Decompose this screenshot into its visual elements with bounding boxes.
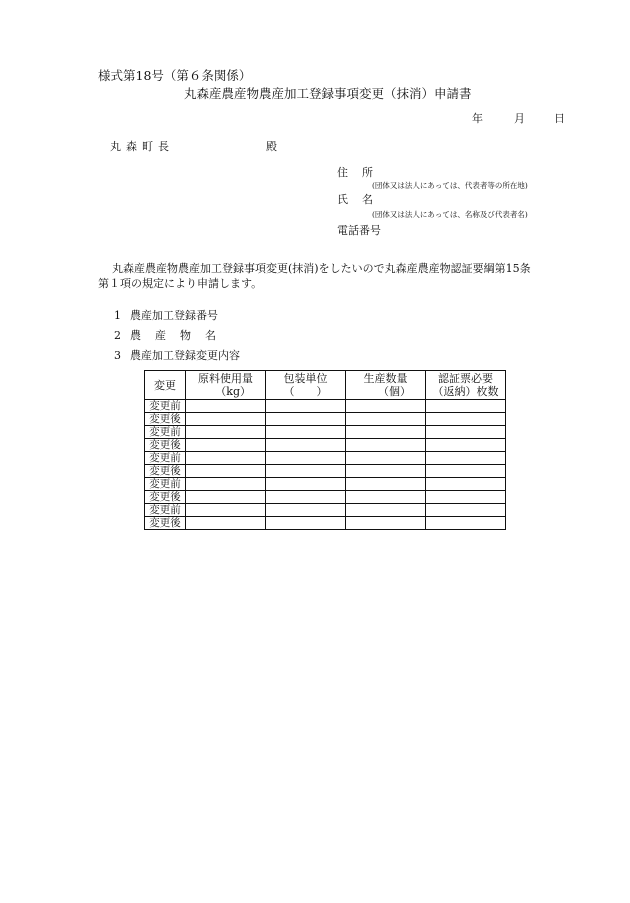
package-cell[interactable] (266, 426, 346, 439)
package-cell[interactable] (266, 400, 346, 413)
table-row (145, 478, 506, 491)
material-cell[interactable] (186, 426, 266, 439)
header-package-label: 包装単位 (283, 372, 328, 385)
date-day-label: 日 (554, 112, 565, 125)
document-title: 丸森産農産物農産加工登録事項変更（抹消）申請書 (184, 86, 472, 101)
cert-cell[interactable] (426, 452, 506, 465)
table-row (145, 413, 506, 426)
row-label: 変更後 (145, 439, 186, 452)
production-cell[interactable] (346, 400, 426, 413)
row-label: 変更後 (145, 413, 186, 426)
cert-cell[interactable] (426, 439, 506, 452)
material-cell[interactable] (186, 517, 266, 530)
item-label: 農産加工登録変更内容 (130, 349, 240, 362)
material-cell[interactable] (186, 504, 266, 517)
header-certification-count (426, 371, 506, 400)
addressee: 丸森町長 (110, 140, 174, 153)
production-cell[interactable] (346, 504, 426, 517)
item-label: 農産物名 (130, 329, 230, 342)
package-cell[interactable] (266, 517, 346, 530)
production-cell[interactable] (346, 413, 426, 426)
package-cell[interactable] (266, 452, 346, 465)
row-label: 変更後 (145, 465, 186, 478)
package-cell[interactable] (266, 504, 346, 517)
package-cell[interactable] (266, 491, 346, 504)
item-product-name (114, 327, 230, 343)
address-label-part1: 住 (337, 166, 348, 179)
cert-cell[interactable] (426, 491, 506, 504)
honorific: 殿 (266, 140, 277, 153)
header-package-unit (266, 371, 346, 400)
header-material-label: 原料使用量 (198, 372, 253, 385)
row-label: 変更前 (145, 452, 186, 465)
header-package-unit-paren: （ ） (283, 385, 328, 398)
cert-cell[interactable] (426, 517, 506, 530)
change-content-table (144, 370, 506, 530)
package-cell[interactable] (266, 439, 346, 452)
table-row (145, 439, 506, 452)
header-production-label: 生産数量 (363, 372, 408, 385)
package-cell[interactable] (266, 478, 346, 491)
cert-cell[interactable] (426, 426, 506, 439)
item-change-content (114, 347, 240, 363)
row-label: 変更前 (145, 478, 186, 491)
header-production-quantity (346, 371, 426, 400)
table-row (145, 426, 506, 439)
production-cell[interactable] (346, 452, 426, 465)
table-row (145, 452, 506, 465)
material-cell[interactable] (186, 413, 266, 426)
item-label: 農産加工登録番号 (130, 309, 218, 322)
form-number: 様式第18号（第６条関係） (98, 68, 252, 83)
body-text-line1: 丸森産農産物農産加工登録事項変更(抹消)をしたいので丸森産農産物認証要綱第15条 (112, 262, 531, 275)
table-row (145, 504, 506, 517)
table-row (145, 400, 506, 413)
name-label-part1: 氏 (337, 193, 348, 206)
header-cert-sub: （返納）枚数 (432, 385, 499, 398)
table-row (145, 465, 506, 478)
production-cell[interactable] (346, 478, 426, 491)
production-cell[interactable] (346, 517, 426, 530)
address-label-part2: 所 (362, 166, 373, 179)
material-cell[interactable] (186, 400, 266, 413)
body-text-line2: 第１項の規定により申請します。 (98, 277, 263, 290)
table-row (145, 517, 506, 530)
header-production-unit: （個） (378, 385, 411, 398)
production-cell[interactable] (346, 491, 426, 504)
material-cell[interactable] (186, 465, 266, 478)
name-note: (団体又は法人にあっては、名称及び代表者名) (372, 210, 528, 219)
item-number: 1 (114, 309, 121, 322)
cert-cell[interactable] (426, 478, 506, 491)
package-cell[interactable] (266, 465, 346, 478)
production-cell[interactable] (346, 439, 426, 452)
header-change: 変更 (145, 371, 186, 400)
cert-cell[interactable] (426, 465, 506, 478)
row-label: 変更前 (145, 504, 186, 517)
name-label (337, 191, 373, 207)
material-cell[interactable] (186, 439, 266, 452)
header-material-unit: （kg） (215, 385, 251, 398)
table-row (145, 491, 506, 504)
material-cell[interactable] (186, 452, 266, 465)
address-note: (団体又は法人にあっては、代表者等の所在地) (372, 181, 528, 190)
header-material-amount (186, 371, 266, 400)
production-cell[interactable] (346, 426, 426, 439)
material-cell[interactable] (186, 491, 266, 504)
row-label: 変更前 (145, 400, 186, 413)
table-header-row (145, 371, 506, 400)
header-cert-label: 認証票必要 (438, 372, 493, 385)
name-label-part2: 名 (362, 193, 373, 206)
row-label: 変更後 (145, 517, 186, 530)
cert-cell[interactable] (426, 413, 506, 426)
package-cell[interactable] (266, 413, 346, 426)
date-year-label: 年 (472, 112, 483, 125)
row-label: 変更前 (145, 426, 186, 439)
item-registration-number (114, 307, 218, 323)
address-label (337, 164, 373, 180)
item-number: 3 (114, 349, 121, 362)
phone-label: 電話番号 (337, 224, 381, 237)
production-cell[interactable] (346, 465, 426, 478)
cert-cell[interactable] (426, 400, 506, 413)
item-number: 2 (114, 329, 121, 342)
row-label: 変更後 (145, 491, 186, 504)
material-cell[interactable] (186, 478, 266, 491)
cert-cell[interactable] (426, 504, 506, 517)
date-month-label: 月 (514, 112, 525, 125)
